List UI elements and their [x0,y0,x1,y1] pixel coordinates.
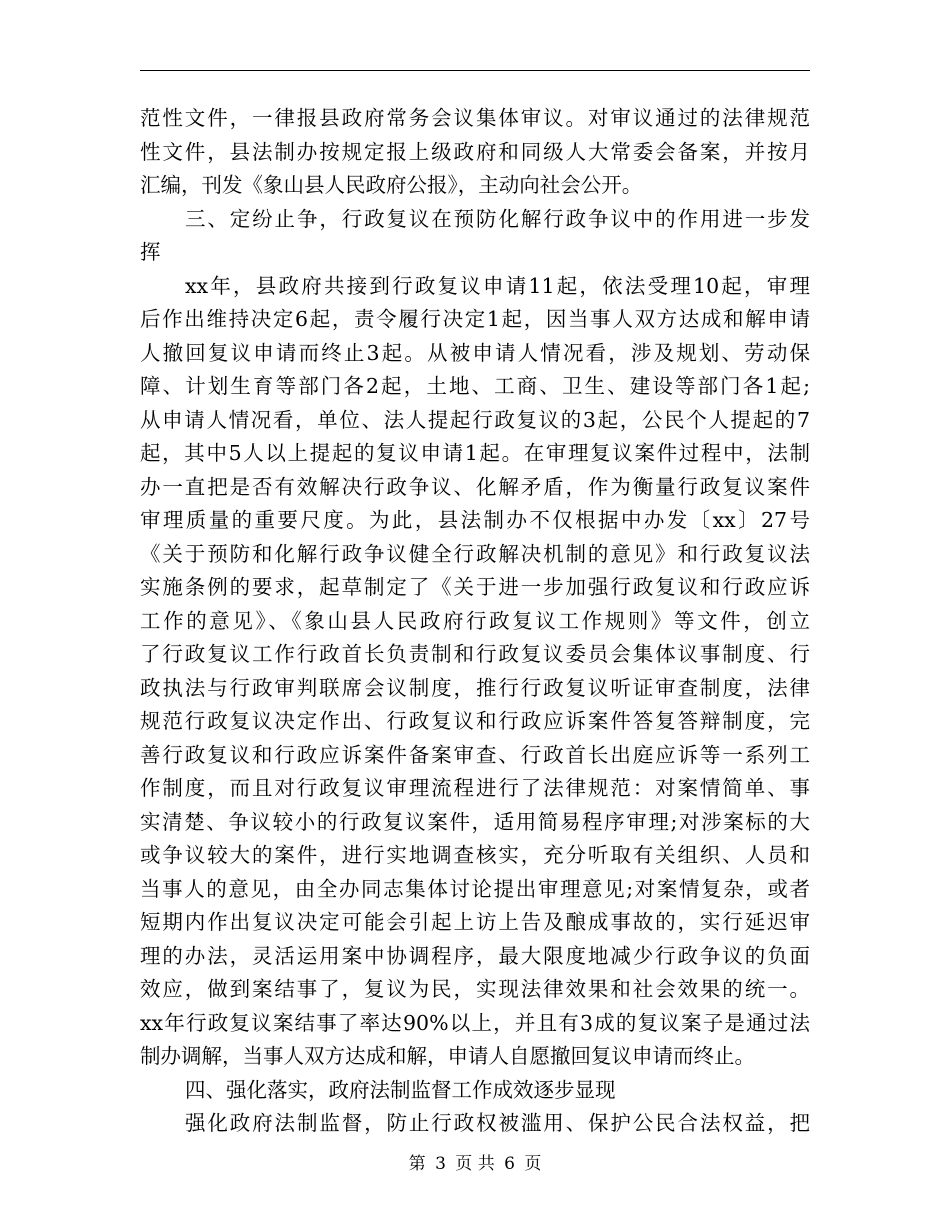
body-line: 从申请人情况看，单位、法人提起行政复议的3起，公民个人提起的7 [140,407,810,432]
body-line: 短期内作出复议决定可能会引起上访上告及酿成事故的，实行延迟审 [140,910,810,934]
body-line: 人撤回复议申请而终止3起。从被申请人情况看，涉及规划、劳动保 [140,340,810,365]
body-line: 规范行政复议决定作出、行政复议和行政应诉案件答复答辩制度，完 [140,709,810,733]
body-line: 实清楚、争议较小的行政复议案件，适用简易程序审理;对涉案标的大 [140,809,810,834]
footer-total-pages: 6 [504,1154,515,1174]
footer-middle: 页 共 [455,1154,495,1174]
body-line: 理的办法，灵活运用案中协调程序，最大限度地减少行政争议的负面 [140,943,810,968]
section-heading-line: 四、强化落实，政府法制监督工作成效逐步显现 [185,1077,616,1102]
header-rule [140,70,810,71]
body-line: 效应，做到案结事了，复议为民，实现法律效果和社会效果的统一。 [140,977,810,1001]
body-line: xx年行政复议案结事了率达90%以上，并且有3成的复议案子是通过法 [140,1010,810,1035]
body-line: 审理质量的重要尺度。为此，县法制办不仅根据中办发〔xx〕27号 [140,508,810,532]
body-line: 办一直把是否有效解决行政争议、化解矛盾，作为衡量行政复议案件 [140,474,810,499]
body-line: 《关于预防和化解行政争议健全行政解决机制的意见》和行政复议法 [140,541,810,566]
page-footer [0,1152,950,1176]
body-line: 汇编，刊发《象山县人民政府公报》，主动向社会公开。 [140,173,643,197]
body-line: 范性文件，一律报县政府常务会议集体审议。对审议通过的法律规范 [140,106,810,130]
section-heading-line: 挥 [140,240,161,264]
footer-suffix: 页 [524,1154,542,1174]
body-line: 工作的意见》、《象山县人民政府行政复议工作规则》等文件，创立 [140,608,810,633]
body-line: 实施条例的要求，起草制定了《关于进一步加强行政复议和行政应诉 [140,575,810,599]
body-line: 性文件，县法制办按规定报上级政府和同级人大常委会备案，并按月 [140,139,810,164]
body-line: 或争议较大的案件，进行实地调查核实，充分听取有关组织、人员和 [140,843,810,867]
body-line: 后作出维持决定6起，责令履行决定1起，因当事人双方达成和解申请 [140,307,810,331]
section-heading-line: 三、定纷止争，行政复议在预防化解行政争议中的作用进一步发 [185,206,810,231]
body-line: 了行政复议工作行政首长负责制和行政复议委员会集体议事制度、行 [140,642,810,666]
body-line: 强化政府法制监督，防止行政权被滥用、保护公民合法权益，把 [185,1111,810,1135]
body-line: 政执法与行政审判联席会议制度，推行行政复议听证审查制度，法律 [140,675,810,700]
body-line: 当事人的意见，由全办同志集体讨论提出审理意见;对案情复杂，或者 [140,876,810,901]
body-line: 善行政复议和行政应诉案件备案审查、行政首长出庭应诉等一系列工 [140,742,810,767]
body-line: 起，其中5人以上提起的复议申请1起。在审理复议案件过程中，法制 [140,441,810,465]
body-line: 作制度，而且对行政复议审理流程进行了法律规范：对案情简单、事 [140,776,810,800]
document-body [140,102,810,1141]
footer-prefix: 第 [408,1154,426,1174]
footer-current-page: 3 [435,1154,446,1174]
body-line: 制办调解，当事人双方达成和解，申请人自愿撤回复议申请而终止。 [140,1044,755,1068]
body-line: xx年，县政府共接到行政复议申请11起，依法受理10起，审理 [185,273,810,298]
body-line: 障、计划生育等部门各2起，土地、工商、卫生、建设等部门各1起; [140,374,810,398]
